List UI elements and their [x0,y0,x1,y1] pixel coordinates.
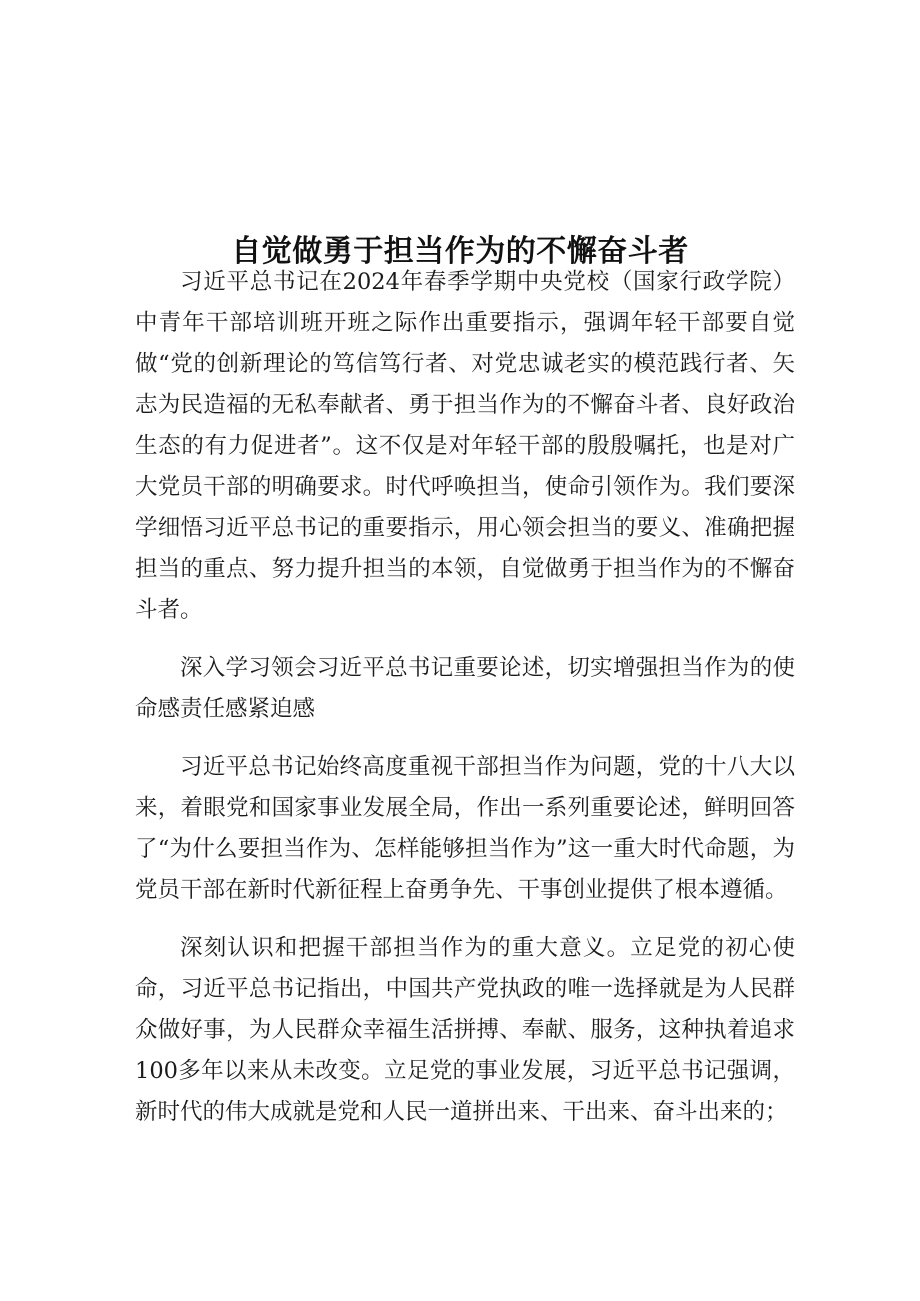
paragraph-significance: 深刻认识和把握干部担当作为的重大意义。立足党的初心使命，习近平总书记指出，中国共产党执政的唯一选择就是为人民群众做好事，为人民群众幸福生活拼搏、奉献、服务，这种执着追求100多年以来从未改变。立足党的事业发展，习近平总书记强调，新时代的伟大成就是党和人民一道拼出来、干出来、奋斗出来的； [135,935,795,1125]
section-heading: 深入学习领会习近平总书记重要论述，切实增强担当作为的使命感责任感紧迫感 [135,655,795,722]
paragraph-important-discourse: 习近平总书记始终高度重视干部担当作为问题，党的十八大以来，着眼党和国家事业发展全局，作出一系列重要论述，鲜明回答了“为什么要担当作为、怎样能够担当作为”这一重大时代命题，为党员干部在新时代新征程上奋勇争先、干事创业提供了根本遵循。 [135,754,795,903]
document-title: 自觉做勇于担当作为的不懈奋斗者 [231,234,689,270]
paragraph-intro: 习近平总书记在2024年春季学期中央党校（国家行政学院）中青年干部培训班开班之际作出重要指示，强调年轻干部要自觉做“党的创新理论的笃信笃行者、对党忠诚老实的模范践行者、矢志为民造福的无私奉献者、勇于担当作为的不懈奋斗者、良好政治生态的有力促进者”。这不仅是对年轻干部的殷殷嘱托，也是对广大党员干部的明确要求。时代呼唤担当，使命引领作为。我们要深学细悟习近平总书记的重要指示，用心领会担当的要义、准确把握担当的重点、努力提升担当的本领，自觉做勇于担当作为的不懈奋斗者。 [135,269,795,623]
document-body [135,262,795,1133]
